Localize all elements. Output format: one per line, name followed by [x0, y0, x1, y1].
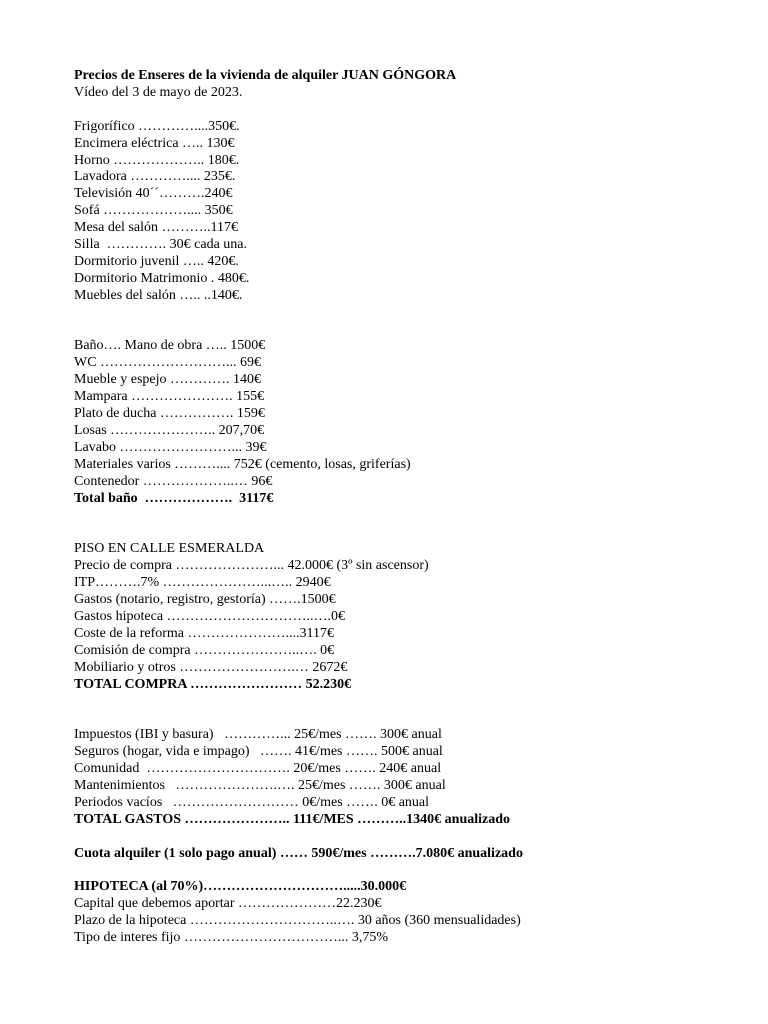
- gastos-total: TOTAL GASTOS ………………….. 111€/MES ………..1340€ anualizado: [74, 811, 511, 827]
- document-title: Precios de Enseres de la vivienda de alquiler JUAN GÓNGORA: [74, 68, 457, 83]
- bano-total: Total baño ………………. 3117€: [74, 490, 274, 506]
- list-item: Capital que debemos aportar …………………22.230€: [74, 896, 382, 912]
- spacer: [74, 322, 728, 339]
- gastos-section: [74, 727, 728, 828]
- spacer: [74, 102, 728, 119]
- list-item: Precio de compra …………………... 42.000€ (3º sin ascensor): [74, 558, 429, 574]
- list-item: Sofá ……………….... 350€: [74, 203, 233, 219]
- list-item: Contenedor ………………..… 96€: [74, 473, 273, 489]
- list-item: Losas ………………….. 207,70€: [74, 422, 265, 438]
- list-item: Mantenimientos ………………….…. 25€/mes ……. 300€ anual: [74, 777, 446, 793]
- list-item: Lavabo ……………………... 39€: [74, 439, 267, 455]
- enseres-list: [74, 119, 728, 305]
- list-item: Frigorífico …………....350€.: [74, 118, 240, 134]
- spacer: [74, 524, 728, 541]
- list-item: Encimera eléctrica ….. 130€: [74, 135, 235, 151]
- list-item: Horno ……………….. 180€.: [74, 152, 240, 168]
- section-heading: PISO EN CALLE ESMERALDA: [74, 541, 265, 557]
- document-subtitle: Vídeo del 3 de mayo de 2023.: [74, 84, 243, 100]
- spacer: [74, 829, 728, 846]
- list-item: Impuestos (IBI y basura) …………... 25€/mes ……. 300€ anual: [74, 727, 442, 743]
- list-item: Dormitorio juvenil ….. 420€.: [74, 253, 239, 269]
- list-item: Televisión 40´´……….240€: [74, 186, 233, 202]
- section-heading: HIPOTECA (al 70%)………………………….....30.000€: [74, 879, 407, 895]
- list-item: Comisión de compra …………………..…. 0€: [74, 642, 335, 658]
- piso-section: [74, 541, 728, 693]
- list-item: Gastos (notario, registro, gestoría) …….1500€: [74, 592, 336, 608]
- list-item: Silla …………. 30€ cada una.: [74, 237, 248, 253]
- list-item: ITP……….7% …………………...….. 2940€: [74, 575, 331, 591]
- spacer: [74, 508, 728, 525]
- list-item: Baño…. Mano de obra ….. 1500€: [74, 338, 266, 354]
- list-item: Lavadora ………….... 235€.: [74, 169, 236, 185]
- spacer: [74, 693, 728, 710]
- list-item: Dormitorio Matrimonio . 480€.: [74, 270, 250, 286]
- list-item: Mesa del salón ………..117€: [74, 220, 238, 236]
- list-item: Comunidad …………………………. 20€/mes ……. 240€ anual: [74, 761, 442, 777]
- spacer: [74, 305, 728, 322]
- list-item: Mampara …………………. 155€: [74, 389, 265, 405]
- list-item: Muebles del salón ….. ..140€.: [74, 287, 243, 303]
- list-item: Coste de la reforma …………………....3117€: [74, 625, 334, 641]
- compra-total: TOTAL COMPRA …………………… 52.230€: [74, 676, 352, 692]
- list-item: WC ………………………... 69€: [74, 355, 262, 371]
- spacer: [74, 862, 728, 879]
- spacer: [74, 710, 728, 727]
- list-item: Plato de ducha ……………. 159€: [74, 406, 265, 422]
- list-item: Mueble y espejo …………. 140€: [74, 372, 262, 388]
- hipoteca-section: [74, 879, 728, 947]
- list-item: Gastos hipoteca …………………………..….0€: [74, 608, 346, 624]
- list-item: Mobiliario y otros …………………….… 2672€: [74, 659, 348, 675]
- bano-section: [74, 338, 728, 507]
- cuota-alquiler: Cuota alquiler (1 solo pago anual) …… 590€/mes ……….7.080€ anualizado: [74, 845, 523, 861]
- list-item: Plazo de la hipoteca …………………………..…. 30 años (360 mensualidades): [74, 913, 521, 929]
- list-item: Tipo de interes fijo ……………………………... 3,75%: [74, 930, 389, 946]
- list-item: Periodos vacíos ……………………… 0€/mes ……. 0€ anual: [74, 794, 430, 810]
- list-item: Seguros (hogar, vida e impago) ……. 41€/mes ……. 500€ anual: [74, 744, 443, 760]
- list-item: Materiales varios ……….... 752€ (cemento, losas, griferías): [74, 456, 411, 472]
